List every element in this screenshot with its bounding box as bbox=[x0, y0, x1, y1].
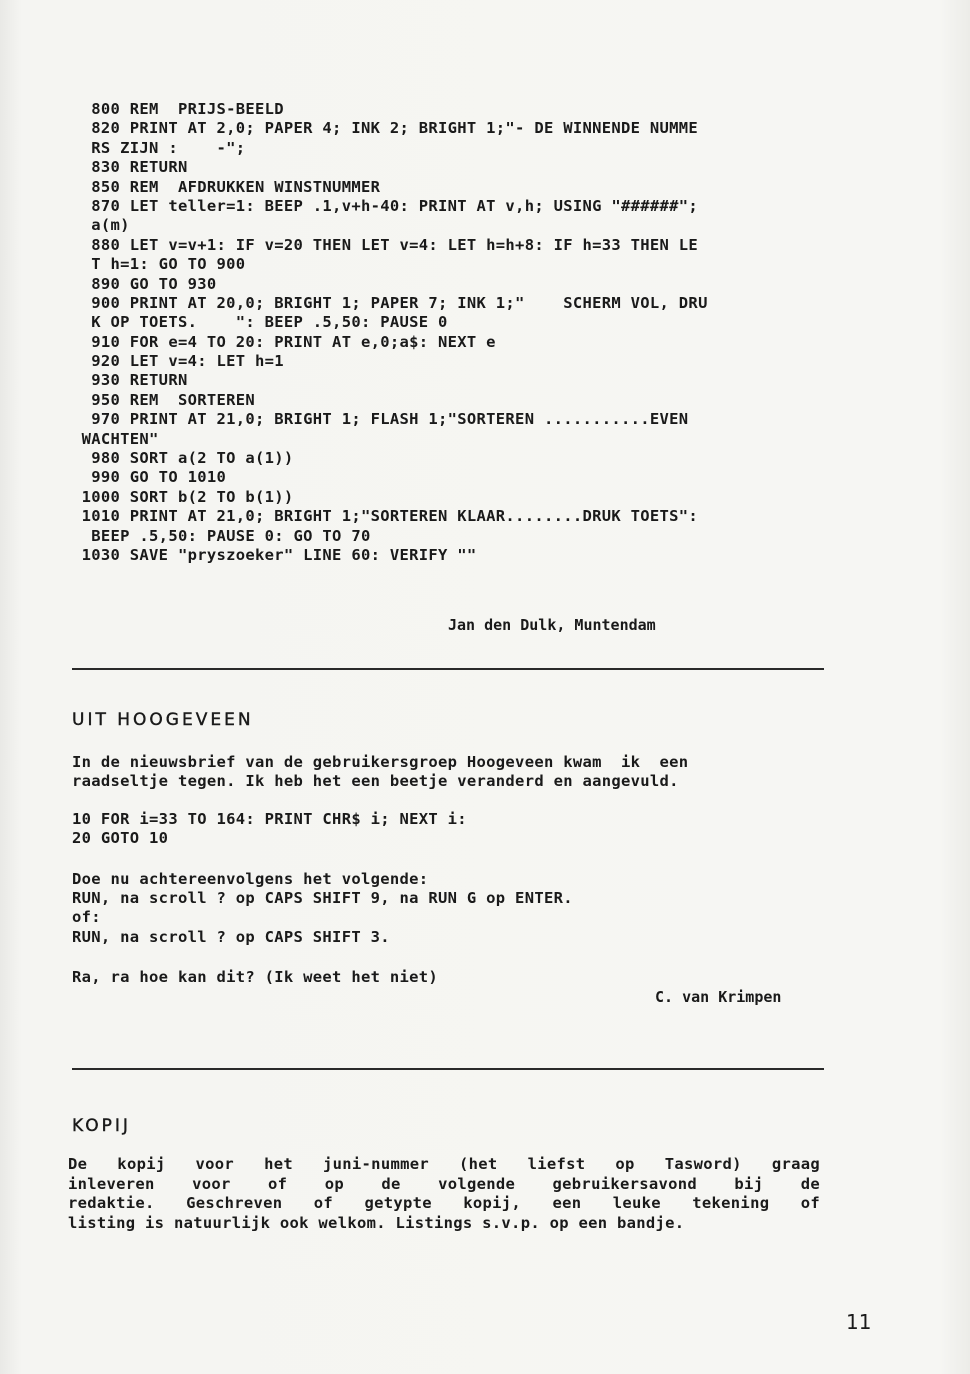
listing-line: RS ZIJN : -"; bbox=[72, 138, 246, 157]
hoogeveen-question: Ra, ra hoe kan dit? (Ik weet het niet) bbox=[72, 968, 439, 986]
listing-line: 990 GO TO 1010 bbox=[72, 468, 227, 487]
hoogeveen-step-line: Doe nu achtereenvolgens het volgende: bbox=[72, 870, 429, 888]
listing-author: Jan den Dulk, Muntendam bbox=[448, 616, 656, 634]
listing-line: 870 LET teller=1: BEEP .1,v+h-40: PRINT AT v,h; USING "######"; bbox=[72, 196, 699, 215]
hoogeveen-step-line: RUN, na scroll ? op CAPS SHIFT 3. bbox=[72, 928, 390, 946]
listing-line: 950 REM SORTEREN bbox=[72, 390, 256, 409]
page-number: 11 bbox=[846, 1310, 872, 1334]
listing-line: 850 REM AFDRUKKEN WINSTNUMMER bbox=[72, 177, 381, 196]
section-heading-hoogeveen: UIT HOOGEVEEN bbox=[72, 710, 254, 730]
listing-line: BEEP .5,50: PAUSE 0: GO TO 70 bbox=[72, 526, 371, 545]
listing-line: 820 PRINT AT 2,0; PAPER 4; INK 2; BRIGHT 1;"- DE WINNENDE NUMME bbox=[72, 119, 699, 138]
hoogeveen-signature: C. van Krimpen bbox=[655, 988, 782, 1006]
listing-line: 890 GO TO 930 bbox=[72, 274, 217, 293]
listing-line: a(m) bbox=[72, 216, 130, 235]
section-heading-kopij: KOPIJ bbox=[72, 1116, 131, 1136]
listing-line: 1010 PRINT AT 21,0; BRIGHT 1;"SORTEREN KLAAR........DRUK TOETS": bbox=[72, 507, 699, 526]
listing-line: 920 LET v=4: LET h=1 bbox=[72, 352, 284, 371]
kopij-line: redaktie. Geschreven of getypte kopij, een leuke tekening of bbox=[68, 1194, 820, 1212]
hoogeveen-intro-line: raadseltje tegen. Ik heb het een beetje veranderd en aangevuld. bbox=[72, 772, 679, 790]
listing-line: 880 LET v=v+1: IF v=20 THEN LET v=4: LET h=h+8: IF h=33 THEN LE bbox=[72, 235, 699, 254]
hoogeveen-step-line: of: bbox=[72, 908, 101, 926]
hoogeveen-code-line: 10 FOR i=33 TO 164: PRINT CHR$ i; NEXT i: bbox=[72, 810, 467, 828]
kopij-line: inleveren voor of op de volgende gebruikersavond bij de bbox=[68, 1174, 820, 1193]
listing-line: 830 RETURN bbox=[72, 158, 188, 177]
listing-line: 910 FOR e=4 TO 20: PRINT AT e,0;a$: NEXT e bbox=[72, 332, 496, 351]
listing-line: 800 REM PRIJS-BEELD bbox=[72, 100, 284, 118]
listing-line: K OP TOETS. ": BEEP .5,50: PAUSE 0 bbox=[72, 313, 448, 332]
listing-line: 1030 SAVE "pryszoeker" LINE 60: VERIFY "" bbox=[72, 545, 477, 564]
hoogeveen-step-line: RUN, na scroll ? op CAPS SHIFT 9, na RUN G op ENTER. bbox=[72, 889, 573, 907]
kopij-paragraph bbox=[68, 1155, 820, 1233]
listing-line: 930 RETURN bbox=[72, 371, 188, 390]
hoogeveen-intro-line: In de nieuwsbrief van de gebruikersgroep Hoogeveen kwam ik een bbox=[72, 753, 689, 771]
listing-line: T h=1: GO TO 900 bbox=[72, 255, 246, 274]
kopij-line: De kopij voor het juni-nummer (het liefst op Tasword) graag bbox=[68, 1155, 820, 1173]
hoogeveen-code-line: 20 GOTO 10 bbox=[72, 829, 169, 847]
kopij-line: listing is natuurlijk ook welkom. Listings s.v.p. op een bandje. bbox=[68, 1213, 685, 1232]
listing-line: 970 PRINT AT 21,0; BRIGHT 1; FLASH 1;"SORTEREN ...........EVEN bbox=[72, 410, 689, 429]
section-divider bbox=[72, 668, 824, 670]
basic-listing bbox=[72, 100, 832, 565]
listing-line: 900 PRINT AT 20,0; BRIGHT 1; PAPER 7; INK 1;" SCHERM VOL, DRU bbox=[72, 293, 708, 312]
listing-line: 980 SORT a(2 TO a(1)) bbox=[72, 449, 294, 468]
section-divider bbox=[72, 1068, 824, 1070]
listing-line: WACHTEN" bbox=[72, 429, 159, 448]
listing-line: 1000 SORT b(2 TO b(1)) bbox=[72, 487, 294, 506]
